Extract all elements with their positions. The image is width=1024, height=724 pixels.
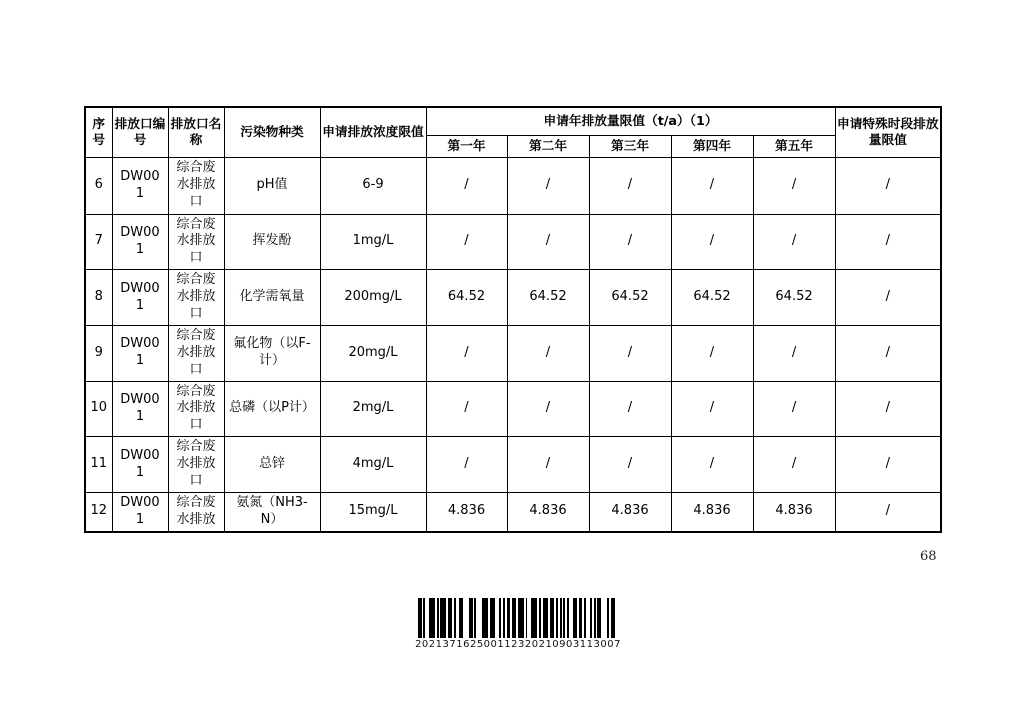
table-cell: /: [753, 381, 835, 437]
table-cell: /: [507, 214, 589, 270]
table-cell: 1mg/L: [320, 214, 426, 270]
table-cell: 20mg/L: [320, 325, 426, 381]
table-cell: /: [426, 214, 507, 270]
table-row: [85, 214, 941, 270]
page-number: 68: [920, 549, 937, 564]
table-cell: 4.836: [426, 492, 507, 531]
table-cell: /: [835, 492, 941, 531]
table-cell: 氨氮（NH3-N）: [224, 492, 320, 531]
table-cell: 综合废水排放口: [168, 437, 224, 493]
table-row: [85, 270, 941, 326]
table-cell: DW001: [112, 437, 168, 493]
table-cell: DW001: [112, 325, 168, 381]
table-cell: 综合废水排放: [168, 492, 224, 531]
table-cell: 综合废水排放口: [168, 214, 224, 270]
table-cell: 综合废水排放口: [168, 157, 224, 214]
table-cell: DW001: [112, 157, 168, 214]
table-cell: 综合废水排放口: [168, 381, 224, 437]
table-cell: 64.52: [426, 270, 507, 326]
table-cell: /: [589, 325, 671, 381]
table-cell: /: [426, 325, 507, 381]
table-row: [85, 437, 941, 493]
table-body: [85, 157, 941, 532]
table-cell: /: [426, 381, 507, 437]
table-header-row-1: [85, 107, 941, 135]
table-cell: 6: [85, 157, 112, 214]
table-cell: /: [671, 325, 753, 381]
barcode-bars-icon: [418, 598, 619, 638]
header-pollutant: 污染物种类: [224, 107, 320, 157]
table-cell: 9: [85, 325, 112, 381]
header-annual-limit-group: 申请年排放量限值（t/a）（1）: [426, 107, 835, 135]
table-cell: 64.52: [671, 270, 753, 326]
table-cell: /: [671, 214, 753, 270]
header-conc-limit: 申请排放浓度限值: [320, 107, 426, 157]
table-cell: /: [507, 381, 589, 437]
table-cell: /: [835, 325, 941, 381]
table-cell: /: [835, 381, 941, 437]
table-cell: 11: [85, 437, 112, 493]
table-cell: 综合废水排放口: [168, 270, 224, 326]
table-cell: /: [753, 437, 835, 493]
table-cell: /: [835, 214, 941, 270]
table-cell: 总磷（以P计）: [224, 381, 320, 437]
table-cell: /: [671, 381, 753, 437]
table-cell: DW001: [112, 214, 168, 270]
table-cell: 64.52: [753, 270, 835, 326]
table-cell: pH值: [224, 157, 320, 214]
table-cell: DW001: [112, 492, 168, 531]
table-cell: /: [671, 437, 753, 493]
table-cell: /: [671, 157, 753, 214]
header-year4: 第四年: [671, 135, 753, 157]
table-cell: /: [589, 437, 671, 493]
table-cell: /: [753, 325, 835, 381]
table-cell: /: [835, 437, 941, 493]
table-cell: /: [753, 157, 835, 214]
table-cell: 64.52: [507, 270, 589, 326]
table-cell: 10: [85, 381, 112, 437]
table-cell: 氟化物（以F-计）: [224, 325, 320, 381]
header-year2: 第二年: [507, 135, 589, 157]
table-cell: /: [589, 381, 671, 437]
table-cell: 4.836: [507, 492, 589, 531]
header-year1: 第一年: [426, 135, 507, 157]
barcode: [409, 598, 627, 650]
pollutant-limits-table: [84, 106, 942, 533]
header-serial: 序号: [85, 107, 112, 157]
table-cell: 15mg/L: [320, 492, 426, 531]
table-row: [85, 157, 941, 214]
table-cell: 6-9: [320, 157, 426, 214]
header-year5: 第五年: [753, 135, 835, 157]
table-row: [85, 325, 941, 381]
table-cell: 200mg/L: [320, 270, 426, 326]
table-cell: 4.836: [589, 492, 671, 531]
table-cell: /: [753, 214, 835, 270]
barcode-text: 202137162500112320210903113007: [415, 639, 621, 650]
table-cell: /: [426, 157, 507, 214]
header-special-period: 申请特殊时段排放量限值: [835, 107, 941, 157]
table-row: [85, 381, 941, 437]
table-cell: /: [507, 437, 589, 493]
table-cell: 7: [85, 214, 112, 270]
table-cell: 2mg/L: [320, 381, 426, 437]
table-cell: 4mg/L: [320, 437, 426, 493]
table-cell: /: [589, 157, 671, 214]
table-cell: 综合废水排放口: [168, 325, 224, 381]
header-outlet-name: 排放口名称: [168, 107, 224, 157]
table-cell: 化学需氧量: [224, 270, 320, 326]
table-cell: DW001: [112, 270, 168, 326]
table-cell: DW001: [112, 381, 168, 437]
table-cell: /: [426, 437, 507, 493]
table-cell: 8: [85, 270, 112, 326]
table-cell: /: [507, 157, 589, 214]
header-outlet-id: 排放口编号: [112, 107, 168, 157]
table-cell: 12: [85, 492, 112, 531]
table-cell: /: [507, 325, 589, 381]
table-cell: /: [589, 214, 671, 270]
table-cell: 64.52: [589, 270, 671, 326]
table-cell: 4.836: [671, 492, 753, 531]
table-cell: /: [835, 157, 941, 214]
table-row: [85, 492, 941, 531]
header-year3: 第三年: [589, 135, 671, 157]
table-cell: 挥发酚: [224, 214, 320, 270]
table-cell: 4.836: [753, 492, 835, 531]
table-cell: 总锌: [224, 437, 320, 493]
table-cell: /: [835, 270, 941, 326]
